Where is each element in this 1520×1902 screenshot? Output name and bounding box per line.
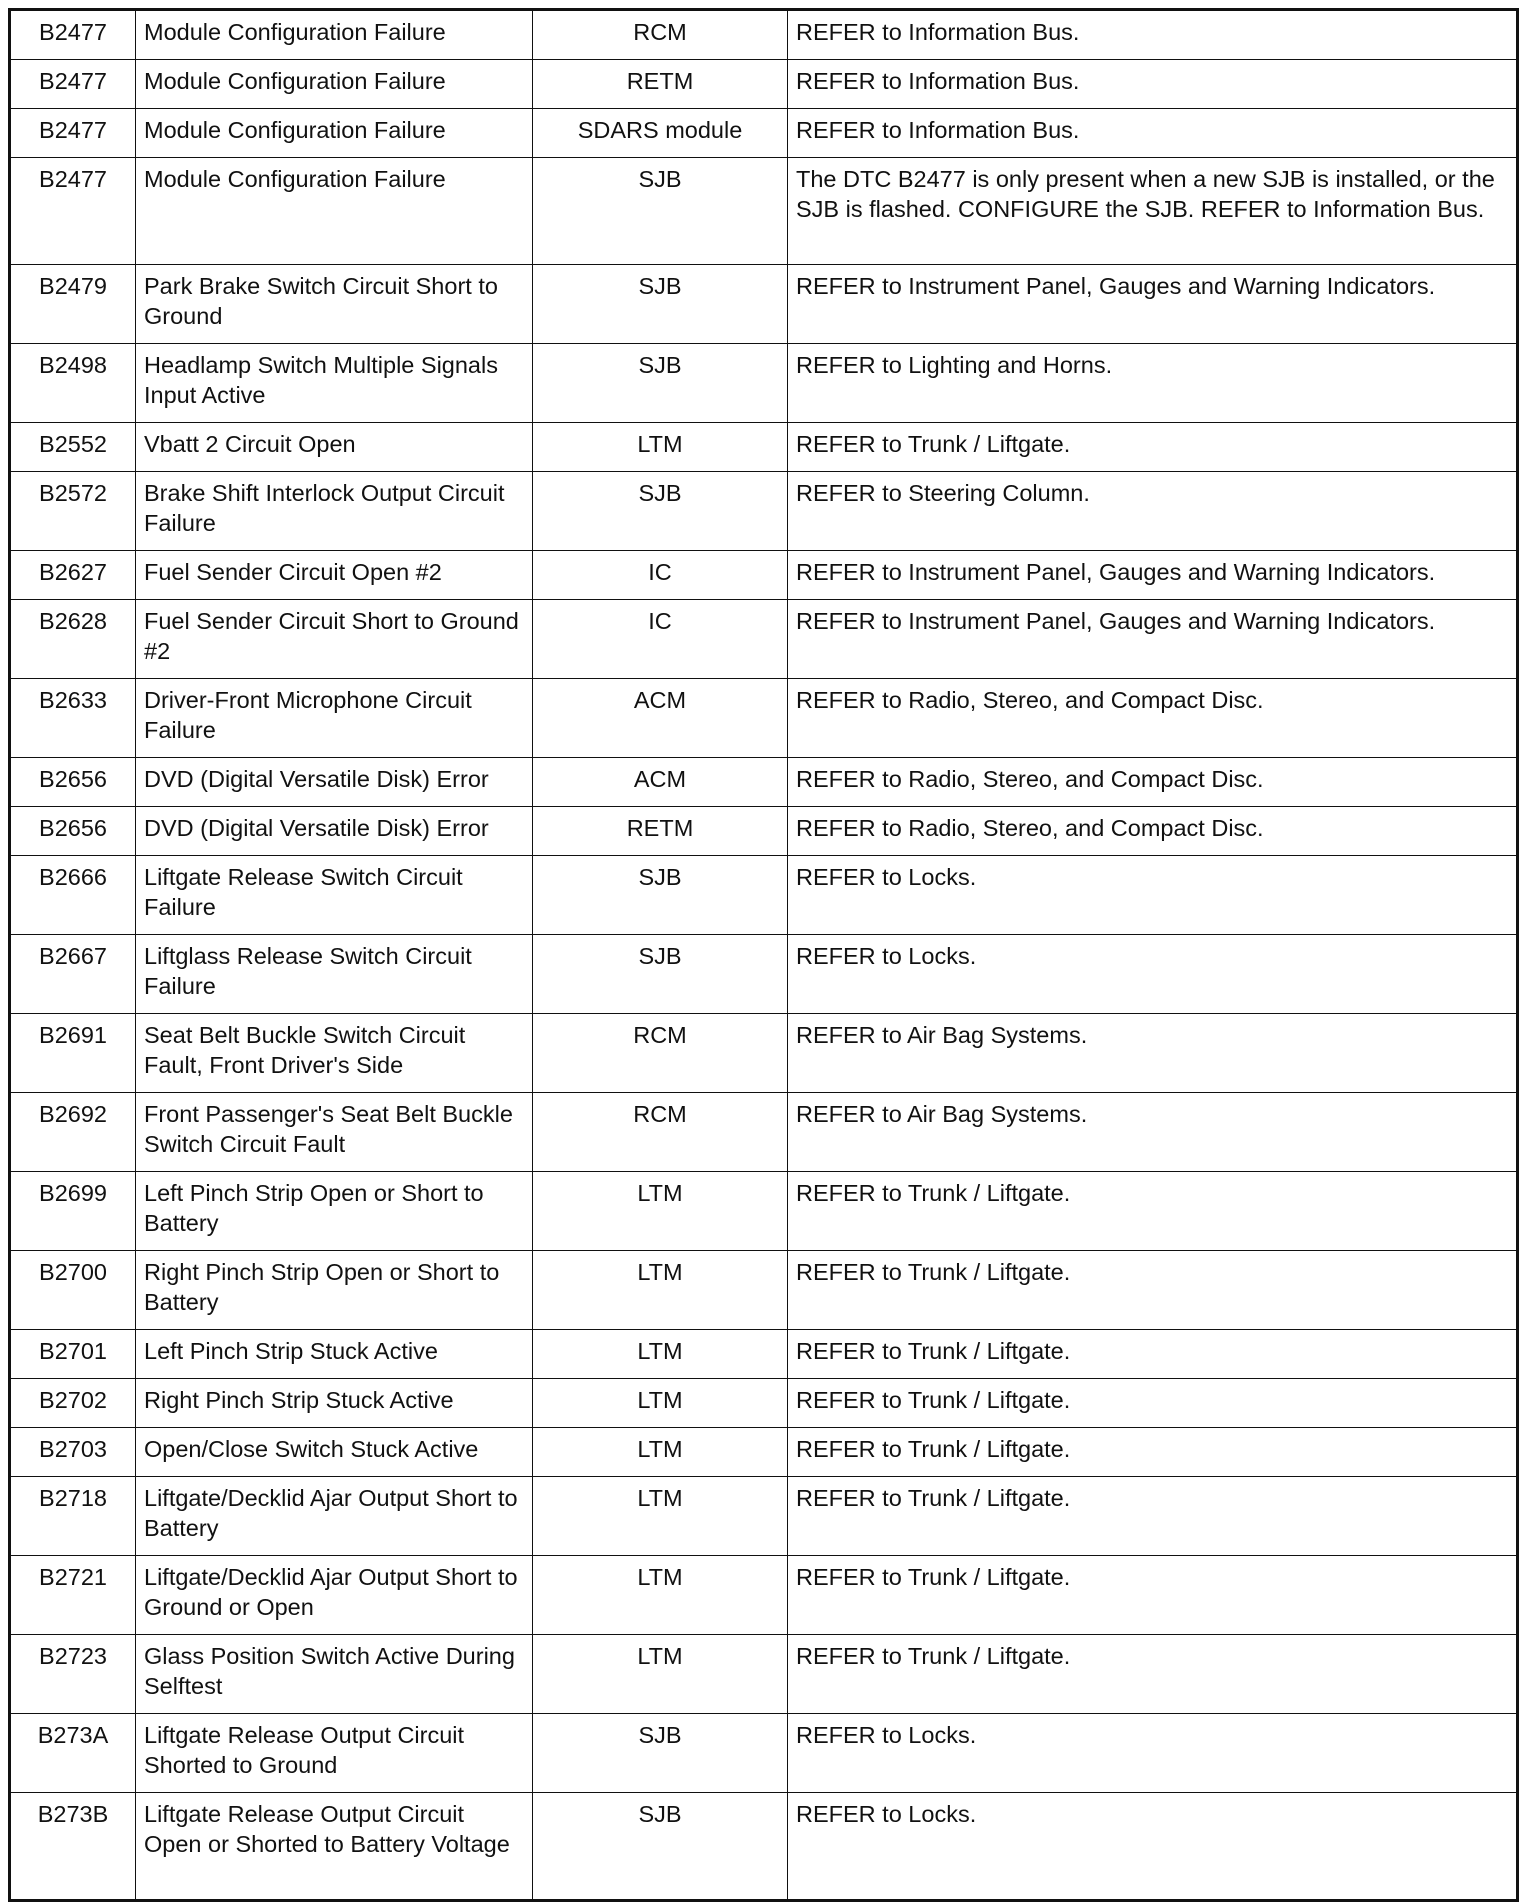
dtc-module: LTM <box>533 1172 788 1251</box>
table-row <box>10 807 1518 856</box>
dtc-action: REFER to Locks. <box>788 856 1518 935</box>
dtc-code: B2703 <box>10 1428 136 1477</box>
dtc-description: Open/Close Switch Stuck Active <box>136 1428 533 1477</box>
dtc-module: SJB <box>533 265 788 344</box>
dtc-module: SJB <box>533 935 788 1014</box>
dtc-description: DVD (Digital Versatile Disk) Error <box>136 807 533 856</box>
table-row <box>10 158 1518 265</box>
table-row <box>10 344 1518 423</box>
dtc-code: B2552 <box>10 423 136 472</box>
dtc-description: Liftgate Release Output Circuit Open or Shorted to Battery Voltage <box>136 1793 533 1901</box>
dtc-module: LTM <box>533 1428 788 1477</box>
dtc-code: B2572 <box>10 472 136 551</box>
dtc-module: RETM <box>533 807 788 856</box>
dtc-module: RCM <box>533 1014 788 1093</box>
dtc-code: B2700 <box>10 1251 136 1330</box>
table-row <box>10 10 1518 60</box>
dtc-description: Module Configuration Failure <box>136 10 533 60</box>
table-row <box>10 935 1518 1014</box>
dtc-module: SJB <box>533 344 788 423</box>
table-row <box>10 1093 1518 1172</box>
table-row <box>10 856 1518 935</box>
dtc-description: Module Configuration Failure <box>136 158 533 265</box>
dtc-module: SJB <box>533 1714 788 1793</box>
table-row <box>10 679 1518 758</box>
dtc-description: Right Pinch Strip Stuck Active <box>136 1379 533 1428</box>
dtc-description: Headlamp Switch Multiple Signals Input Active <box>136 344 533 423</box>
dtc-code: B2479 <box>10 265 136 344</box>
dtc-module: IC <box>533 600 788 679</box>
dtc-description: Driver-Front Microphone Circuit Failure <box>136 679 533 758</box>
dtc-code: B2656 <box>10 807 136 856</box>
dtc-code: B2477 <box>10 60 136 109</box>
dtc-action: REFER to Radio, Stereo, and Compact Disc. <box>788 758 1518 807</box>
dtc-description: Seat Belt Buckle Switch Circuit Fault, Front Driver's Side <box>136 1014 533 1093</box>
dtc-description: Liftgate Release Output Circuit Shorted to Ground <box>136 1714 533 1793</box>
dtc-action: REFER to Air Bag Systems. <box>788 1093 1518 1172</box>
dtc-code: B2628 <box>10 600 136 679</box>
dtc-code: B2692 <box>10 1093 136 1172</box>
dtc-code: B2666 <box>10 856 136 935</box>
dtc-module: LTM <box>533 1330 788 1379</box>
dtc-action: REFER to Radio, Stereo, and Compact Disc. <box>788 679 1518 758</box>
dtc-code: B2477 <box>10 10 136 60</box>
dtc-code: B2477 <box>10 109 136 158</box>
dtc-action: REFER to Trunk / Liftgate. <box>788 1251 1518 1330</box>
dtc-action: REFER to Trunk / Liftgate. <box>788 1556 1518 1635</box>
dtc-description: Right Pinch Strip Open or Short to Battery <box>136 1251 533 1330</box>
dtc-action: REFER to Trunk / Liftgate. <box>788 1172 1518 1251</box>
dtc-module: RCM <box>533 10 788 60</box>
dtc-description: Glass Position Switch Active During Selftest <box>136 1635 533 1714</box>
table-row <box>10 1330 1518 1379</box>
dtc-code: B273B <box>10 1793 136 1901</box>
table-row <box>10 109 1518 158</box>
dtc-action: REFER to Radio, Stereo, and Compact Disc. <box>788 807 1518 856</box>
table-row <box>10 1379 1518 1428</box>
dtc-code: B2691 <box>10 1014 136 1093</box>
table-row <box>10 600 1518 679</box>
dtc-description: Park Brake Switch Circuit Short to Ground <box>136 265 533 344</box>
dtc-module: SDARS module <box>533 109 788 158</box>
table-row <box>10 551 1518 600</box>
dtc-module: IC <box>533 551 788 600</box>
dtc-action: REFER to Trunk / Liftgate. <box>788 423 1518 472</box>
dtc-code: B2718 <box>10 1477 136 1556</box>
dtc-description: Module Configuration Failure <box>136 109 533 158</box>
dtc-action: REFER to Lighting and Horns. <box>788 344 1518 423</box>
dtc-action: REFER to Information Bus. <box>788 60 1518 109</box>
dtc-code: B2633 <box>10 679 136 758</box>
dtc-module: RETM <box>533 60 788 109</box>
dtc-code: B2498 <box>10 344 136 423</box>
dtc-code: B2702 <box>10 1379 136 1428</box>
dtc-action: REFER to Steering Column. <box>788 472 1518 551</box>
table-row <box>10 1793 1518 1901</box>
dtc-action: REFER to Trunk / Liftgate. <box>788 1635 1518 1714</box>
table-row <box>10 60 1518 109</box>
dtc-action: REFER to Trunk / Liftgate. <box>788 1477 1518 1556</box>
dtc-code: B273A <box>10 1714 136 1793</box>
dtc-description: Fuel Sender Circuit Open #2 <box>136 551 533 600</box>
dtc-action: REFER to Trunk / Liftgate. <box>788 1330 1518 1379</box>
dtc-module: ACM <box>533 679 788 758</box>
table-row <box>10 1635 1518 1714</box>
dtc-module: LTM <box>533 1251 788 1330</box>
table-row <box>10 472 1518 551</box>
table-row <box>10 758 1518 807</box>
dtc-module: SJB <box>533 472 788 551</box>
dtc-module: ACM <box>533 758 788 807</box>
dtc-description: Left Pinch Strip Open or Short to Battery <box>136 1172 533 1251</box>
dtc-action: REFER to Trunk / Liftgate. <box>788 1379 1518 1428</box>
dtc-module: RCM <box>533 1093 788 1172</box>
dtc-table <box>8 8 1519 1902</box>
dtc-action: REFER to Instrument Panel, Gauges and Warning Indicators. <box>788 600 1518 679</box>
dtc-module: LTM <box>533 1556 788 1635</box>
dtc-description: Module Configuration Failure <box>136 60 533 109</box>
table-row <box>10 1556 1518 1635</box>
dtc-code: B2477 <box>10 158 136 265</box>
dtc-action: REFER to Instrument Panel, Gauges and Warning Indicators. <box>788 265 1518 344</box>
dtc-module: LTM <box>533 1635 788 1714</box>
dtc-description: DVD (Digital Versatile Disk) Error <box>136 758 533 807</box>
dtc-description: Brake Shift Interlock Output Circuit Failure <box>136 472 533 551</box>
dtc-description: Liftgate/Decklid Ajar Output Short to Battery <box>136 1477 533 1556</box>
table-row <box>10 1251 1518 1330</box>
dtc-description: Liftglass Release Switch Circuit Failure <box>136 935 533 1014</box>
table-row <box>10 265 1518 344</box>
dtc-action: REFER to Information Bus. <box>788 10 1518 60</box>
table-row <box>10 1428 1518 1477</box>
table-row <box>10 1714 1518 1793</box>
table-row <box>10 423 1518 472</box>
dtc-action: REFER to Instrument Panel, Gauges and Warning Indicators. <box>788 551 1518 600</box>
dtc-code: B2699 <box>10 1172 136 1251</box>
dtc-code: B2723 <box>10 1635 136 1714</box>
dtc-action: REFER to Trunk / Liftgate. <box>788 1428 1518 1477</box>
table-row <box>10 1014 1518 1093</box>
dtc-code: B2656 <box>10 758 136 807</box>
dtc-module: LTM <box>533 423 788 472</box>
table-row <box>10 1477 1518 1556</box>
dtc-code: B2701 <box>10 1330 136 1379</box>
dtc-action: REFER to Information Bus. <box>788 109 1518 158</box>
dtc-module: SJB <box>533 856 788 935</box>
dtc-code: B2667 <box>10 935 136 1014</box>
dtc-code: B2721 <box>10 1556 136 1635</box>
dtc-action: The DTC B2477 is only present when a new SJB is installed, or the SJB is flashed. CONFIGURE the SJB. REFER to Information Bus. <box>788 158 1518 265</box>
dtc-module: LTM <box>533 1379 788 1428</box>
dtc-action: REFER to Locks. <box>788 1793 1518 1901</box>
dtc-description: Vbatt 2 Circuit Open <box>136 423 533 472</box>
dtc-module: SJB <box>533 1793 788 1901</box>
dtc-description: Fuel Sender Circuit Short to Ground #2 <box>136 600 533 679</box>
dtc-description: Left Pinch Strip Stuck Active <box>136 1330 533 1379</box>
dtc-action: REFER to Locks. <box>788 935 1518 1014</box>
dtc-description: Front Passenger's Seat Belt Buckle Switch Circuit Fault <box>136 1093 533 1172</box>
dtc-description: Liftgate Release Switch Circuit Failure <box>136 856 533 935</box>
dtc-action: REFER to Locks. <box>788 1714 1518 1793</box>
dtc-description: Liftgate/Decklid Ajar Output Short to Ground or Open <box>136 1556 533 1635</box>
dtc-module: SJB <box>533 158 788 265</box>
dtc-action: REFER to Air Bag Systems. <box>788 1014 1518 1093</box>
table-row <box>10 1172 1518 1251</box>
dtc-code: B2627 <box>10 551 136 600</box>
dtc-module: LTM <box>533 1477 788 1556</box>
